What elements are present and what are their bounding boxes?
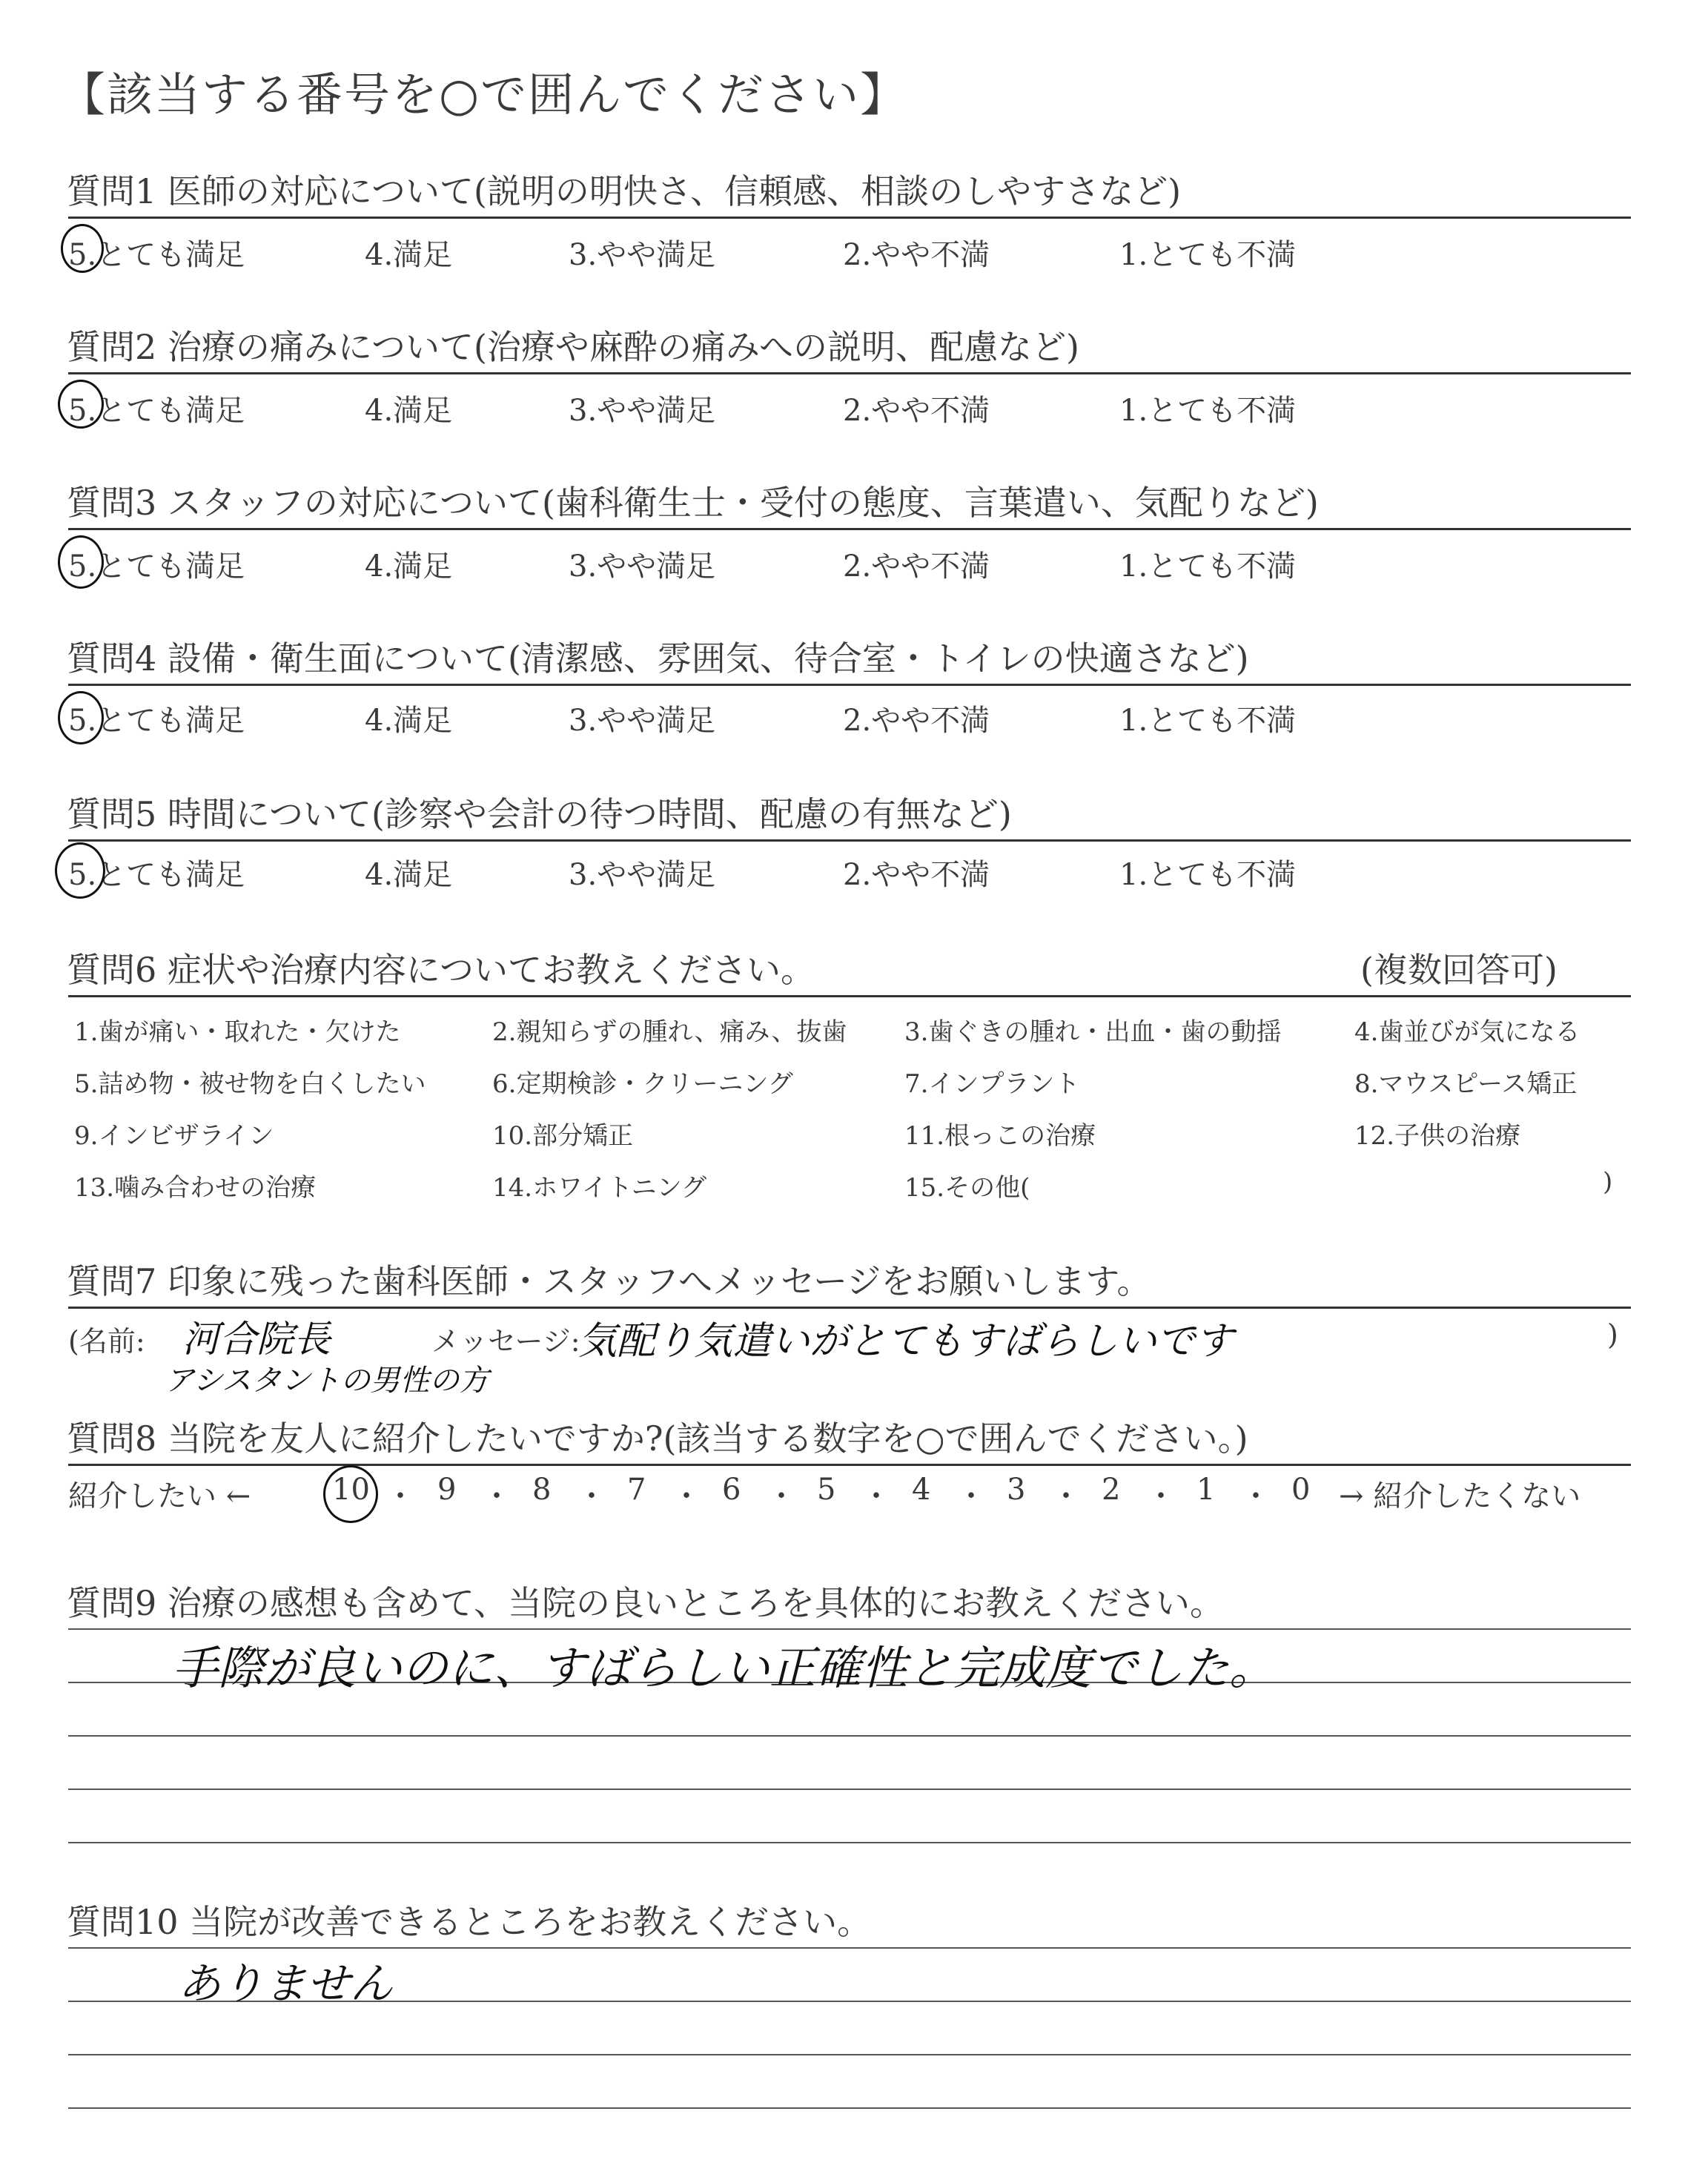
close-paren: ): [1607, 1318, 1618, 1351]
recommend-left-label: 紹介したい ←: [68, 1479, 251, 1513]
question-3-options: [68, 543, 1403, 584]
scale-separator: ・: [1241, 1479, 1271, 1513]
option-4[interactable]: 4.満足: [365, 394, 453, 428]
divider: [68, 1307, 1631, 1309]
question-9-title: 質問9 治療の感想も含めて、当院の良いところを具体的にお教えください。: [67, 1583, 1224, 1623]
selection-circle: [61, 224, 104, 273]
symptom-option[interactable]: 14.ホワイトニング: [492, 1173, 707, 1203]
scale-separator: ・: [482, 1479, 512, 1513]
scale-separator: ・: [861, 1479, 891, 1513]
option-1[interactable]: 1.とても不満: [1119, 394, 1297, 428]
symptom-options: [68, 1008, 1631, 1223]
divider: [68, 528, 1631, 530]
selection-circle: [55, 842, 105, 899]
scale-value[interactable]: 2: [1102, 1473, 1121, 1507]
scale-value[interactable]: 10: [332, 1473, 370, 1507]
recommend-scale: [326, 1473, 1334, 1514]
question-5-title: 質問5 時間について(診察や会計の待つ時間、配慮の有無など): [67, 794, 1012, 834]
symptom-option[interactable]: 6.定期検診・クリーニング: [492, 1069, 793, 1099]
answer-line: [68, 2107, 1631, 2109]
option-1[interactable]: 1.とても不満: [1119, 858, 1297, 892]
option-1[interactable]: 1.とても不満: [1119, 549, 1297, 584]
option-4[interactable]: 4.満足: [365, 549, 453, 584]
scale-value[interactable]: 4: [912, 1473, 931, 1507]
handwritten-message: 気配り気遣いがとてもすばらしいです: [578, 1319, 1234, 1364]
symptom-option[interactable]: 10.部分矯正: [492, 1121, 634, 1151]
option-5[interactable]: 5.とても満足: [68, 858, 245, 892]
question-10-title: 質問10 当院が改善できるところをお教えください。: [67, 1902, 872, 1942]
option-3[interactable]: 3.やや満足: [569, 704, 716, 738]
selection-circle: [58, 535, 104, 589]
multiple-answer-note: (複数回答可): [1360, 950, 1558, 990]
question-3-title: 質問3 スタッフの対応について(歯科衛生士・受付の態度、言葉遣い、気配りなど): [67, 483, 1319, 523]
answer-line: [68, 2054, 1631, 2055]
scale-value[interactable]: 9: [437, 1473, 457, 1507]
scale-separator: ・: [385, 1479, 415, 1513]
name-label: (名前:: [68, 1325, 145, 1358]
recommend-right-label: → 紹介したくない: [1339, 1479, 1581, 1513]
symptom-option[interactable]: 2.親知らずの腫れ、痛み、抜歯: [492, 1017, 847, 1047]
symptom-option[interactable]: 15.その他(: [904, 1173, 1030, 1203]
page-title: 【該当する番号を○で囲んでください】: [59, 67, 908, 122]
message-label: メッセージ:: [431, 1325, 580, 1358]
option-2[interactable]: 2.やや不満: [843, 394, 990, 428]
handwritten-answer: 手際が良いのに、すばらしい正確性と完成度でした。: [172, 1641, 1276, 1695]
handwritten-name-2: アシスタントの男性の方: [165, 1364, 489, 1398]
answer-line: [68, 1789, 1631, 1790]
divider: [68, 217, 1631, 219]
symptom-option[interactable]: 12.子供の治療: [1354, 1121, 1521, 1151]
question-6-title: 質問6 症状や治療内容についてお教えください。: [67, 950, 815, 990]
option-5[interactable]: 5.とても満足: [68, 549, 245, 584]
symptom-option[interactable]: 3.歯ぐきの腫れ・出血・歯の動揺: [904, 1017, 1282, 1047]
divider: [68, 372, 1631, 374]
option-3[interactable]: 3.やや満足: [569, 549, 716, 584]
scale-separator: ・: [577, 1479, 606, 1513]
selection-circle: [58, 691, 104, 744]
answer-line: [68, 1735, 1631, 1737]
option-4[interactable]: 4.満足: [365, 858, 453, 892]
option-2[interactable]: 2.やや不満: [843, 549, 990, 584]
question-1-title: 質問1 医師の対応について(説明の明快さ、信頼感、相談のしやすさなど): [67, 171, 1182, 211]
question-4-title: 質問4 設備・衛生面について(清潔感、雰囲気、待合室・トイレの快適さなど): [67, 638, 1249, 678]
option-5[interactable]: 5.とても満足: [68, 238, 245, 272]
scale-value[interactable]: 8: [532, 1473, 552, 1507]
symptom-option[interactable]: 13.噛み合わせの治療: [74, 1173, 317, 1203]
handwritten-answer: ありません: [178, 1958, 394, 2009]
symptom-option[interactable]: 11.根っこの治療: [904, 1121, 1096, 1151]
divider: [68, 684, 1631, 686]
option-4[interactable]: 4.満足: [365, 238, 453, 272]
option-3[interactable]: 3.やや満足: [569, 858, 716, 892]
scale-value[interactable]: 3: [1007, 1473, 1026, 1507]
question-8-title: 質問8 当院を友人に紹介したいですか?(該当する数字を○で囲んでください。): [67, 1418, 1248, 1459]
scale-separator: ・: [1051, 1479, 1081, 1513]
question-4-options: [68, 697, 1403, 739]
selection-circle: [323, 1465, 378, 1523]
question-1-options: [68, 231, 1403, 273]
scale-value[interactable]: 6: [722, 1473, 741, 1507]
option-1[interactable]: 1.とても不満: [1119, 238, 1297, 272]
question-2-title: 質問2 治療の痛みについて(治療や麻酔の痛みへの説明、配慮など): [67, 327, 1079, 367]
scale-value[interactable]: 0: [1291, 1473, 1311, 1507]
option-3[interactable]: 3.やや満足: [569, 394, 716, 428]
scale-separator: ・: [956, 1479, 986, 1513]
option-2[interactable]: 2.やや不満: [843, 238, 990, 272]
symptom-option[interactable]: 8.マウスピース矯正: [1354, 1069, 1578, 1099]
symptom-option[interactable]: 9.インビザライン: [74, 1121, 274, 1151]
option-5[interactable]: 5.とても満足: [68, 394, 245, 428]
option-4[interactable]: 4.満足: [365, 704, 453, 738]
selection-circle: [58, 380, 104, 429]
option-1[interactable]: 1.とても不満: [1119, 704, 1297, 738]
divider: [68, 839, 1631, 842]
question-7-title: 質問7 印象に残った歯科医師・スタッフへメッセージをお願いします。: [67, 1261, 1151, 1301]
scale-value[interactable]: 5: [817, 1473, 836, 1507]
divider: [68, 1464, 1631, 1466]
option-2[interactable]: 2.やや不満: [843, 858, 990, 892]
question-5-options: [68, 851, 1403, 893]
close-paren: ): [1603, 1167, 1613, 1197]
symptom-option[interactable]: 5.詰め物・被せ物を白くしたい: [74, 1069, 426, 1099]
answer-line: [68, 1628, 1631, 1630]
divider: [68, 995, 1631, 997]
handwritten-name: 河合院長: [178, 1309, 335, 1363]
answer-line: [68, 1842, 1631, 1843]
scale-value[interactable]: 7: [627, 1473, 646, 1507]
symptom-option[interactable]: 1.歯が痛い・取れた・欠けた: [74, 1017, 401, 1047]
question-2-options: [68, 387, 1403, 429]
symptom-option[interactable]: 4.歯並びが気になる: [1354, 1017, 1580, 1047]
option-2[interactable]: 2.やや不満: [843, 704, 990, 738]
scale-separator: ・: [672, 1479, 701, 1513]
option-5[interactable]: 5.とても満足: [68, 704, 245, 738]
option-3[interactable]: 3.やや満足: [569, 238, 716, 272]
scale-separator: ・: [1146, 1479, 1176, 1513]
scale-value[interactable]: 1: [1196, 1473, 1216, 1507]
symptom-option[interactable]: 7.インプラント: [904, 1069, 1080, 1099]
scale-separator: ・: [767, 1479, 796, 1513]
